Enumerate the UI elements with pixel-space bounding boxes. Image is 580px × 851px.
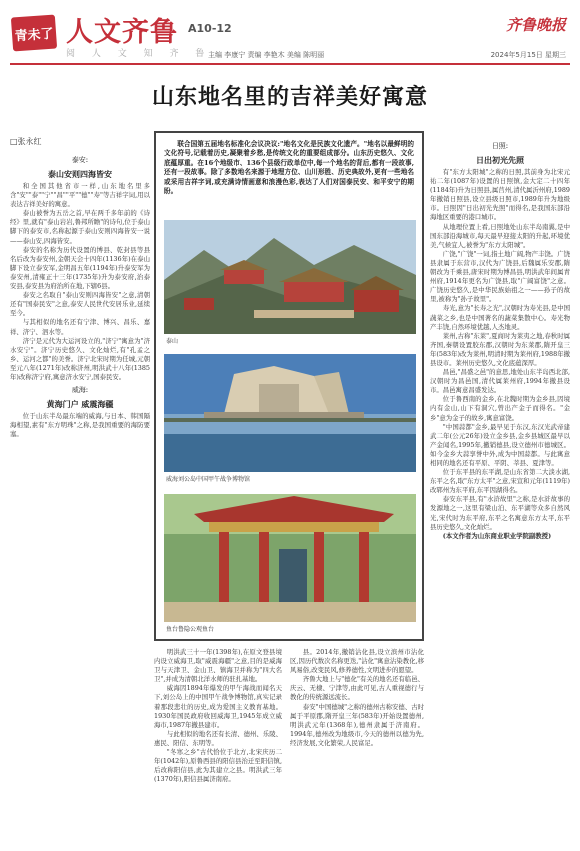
staff-credits: 主编 李康宁 责编 李艳木 美编 陈明丽: [208, 51, 325, 59]
paragraph: 泰山被誉为五岳之首,早在两千多年前的《诗经》里,就有"泰山岩岩,鲁邦所瞻"的诗句,位于泰山脚下的泰安市,名称起源于泰山安则四海皆安一说——泰山安,四海皆安。: [10, 209, 150, 245]
article-intro: 联合国第五届地名标准化会议决议:"地名文化是民族文化遗产。"地名以最鲜明的文化符号,记载着历史,凝聚着乡愁,是传统文化的重要组成部分。山东历史悠久、文化底蕴厚重。在16个地级市、136个县级行政单位中,每一个地名的背后,都有一段故事,还有一段故事。除了多数地名来源于地理方位、山川形胜、历史典故外,更有一些地名或采用吉祥字词,或充满诗情画意和浪漫色彩,表达了人们对国泰民安、和平安宁的期盼。: [164, 140, 414, 196]
photo-weihai: [164, 354, 416, 472]
paragraph: 位于山东半岛最东端的威海,与日本、韩国隔海相望,素有"东方明珠"之称,是我国重要的海防要塞。: [10, 412, 150, 439]
photo-taishan: [164, 220, 416, 334]
paragraph: 泰安之名取自"泰山安则四海皆安"之意,清朝还有"国泰民安"之意,泰安人民世代安居乐业,延续至今。: [10, 291, 150, 318]
caption-weihai: 威海刘公岛中国甲午战争博物馆: [166, 476, 251, 483]
page-numbers: A10-12: [188, 22, 232, 35]
section-subtitle: 阅 人 文 知 齐 鲁: [66, 49, 212, 59]
article-author: □张永红: [10, 137, 42, 146]
paragraph: 和全国其他省市一样,山东地名里多含"安""泰""宁""昌""平""德""寿"等吉祥字词,用以表达吉祥美好的寓意。: [10, 182, 150, 209]
paragraph: 位于鲁西南的金乡,在北魏时期为金乡县,因境内有金山,山下有洞穴,曾出产金子而得名。"金乡"意为金子的故乡,寓意富饶。: [430, 395, 570, 422]
issue-date: 2024年5月15日 星期三: [490, 51, 566, 59]
section-weihai-title: 威海:: [71, 386, 89, 395]
paragraph: 县。2014年,撤销沾化县,设立滨州市沾化区,因历代数次名称更迭,"沾化"寓意沾染教化,移风易俗,改变民风,修养德性,文明进步的愿望。: [290, 648, 424, 675]
left-column: [10, 152, 150, 842]
paragraph: 广饶,"广饶"一词,指土地广阔,物产丰饶。广饶县隶属于东营市,汉代为广饶县,后魏属乐安郡,隋朝改为千乘县,唐宋时期为博昌县,明洪武年间属青州府,1914年更名为广饶县,取"广阔富饶"之意。广饶历史悠久,是中华民族始祖之一——孙子的故里,被称为"孙子故里"。: [430, 249, 570, 304]
paragraph: 昌邑,"昌盛之邑"的意思,地处山东半岛西北部,汉朝时为昌邑国,清代属莱州府,1994年撤县设市。昌邑寓意昌盛发达。: [430, 368, 570, 395]
caption-taishan: 泰山: [166, 338, 179, 345]
paragraph: 明洪武三十一年(1398年),在原文登县境内设立威海卫,取"威震海疆"之意,目的是威海卫与天津卫、金山卫、镇海卫并称为"四大名卫",并成为清朝北洋水师的驻扎基地。: [154, 648, 282, 684]
paragraph: 齐鲁大地上与"德化"有关的地名还有临邑、庆云、无棣、宁津等,由此可见,古人重视德行与教化的传统源远流长。: [290, 675, 424, 702]
paragraph: 与其相似的地名还有宁津、博兴、昌乐、嘉祥、济宁、泗水等。: [10, 318, 150, 336]
paragraph: 有"东方太阳城"之称的日照,其前身为北宋元祐二年(1087年)设置的日照镇,金大定二十四年(1184年)升为日照县,属莒州,清代属沂州府,1989年撤销日照县,设立县级日照市,1989年升为地级市。日照因"日出初光先照"而得名,是我国东部沿海地区重要的港口城市。: [430, 168, 570, 222]
photo-yutai: [164, 494, 416, 622]
paragraph: 位于东平县的东平湖,是山东省第二大淡水湖,东平之名,取"东方太平"之意,宋宣和元年(1119年)改郓州为东平府,东平因湖得名。: [430, 468, 570, 495]
section-taian-title: 泰安:: [71, 156, 89, 164]
paragraph: "中国蒜都"金乡,最早见于东汉,东汉光武帝建武二年(公元26年)设立金乡县,金乡县城区最早以产金闻名,1995年,撤销德县,设立德州市德城区。如今金乡大蒜享誉中外,成为中国蒜都。与此寓意相同的地名还有平原、平阴、莘县、夏津等。: [430, 422, 570, 467]
section-title: 人文齐鲁: [66, 17, 178, 48]
section-weihai-subtitle: 黄海门户 威震海疆: [46, 399, 114, 410]
newspaper-brand: 齐鲁晚报: [505, 16, 566, 34]
paragraph: 泰安"中国德城"之称的德州古称安德、古时属于平原郡,隋开皇三年(583年)开始设置德州,明洪武元年(1368年),德州隶属于济南府。1994年,德州改为地级市,今天的德州以德为先,经济发展,文化繁荣,人民富足。: [290, 702, 424, 747]
masthead-divider: [10, 63, 570, 65]
paragraph: 寿光,意为"长寿之光",汉朝时为寿光县,是中国蔬菜之乡,也是中国著名的蔬菜集散中心。寿光物产丰饶,自然环境优越,人杰地灵。: [430, 304, 570, 331]
paragraph: 与此相似的地名还有长清、德州、乐陵、惠民、阳信、东明等。: [154, 729, 282, 747]
paragraph: 济宁是元代为大运河设立的,"济宁"寓意为"济水安宁"。济宁历史悠久、文化灿烂,有"孔孟之乡、运河之都"的美誉。济宁北宋时期为任城,元朝至元八年(1271年)改称济州,明洪武十八年(1385年)改称济宁府,寓意济水安宁,国泰民安。: [10, 336, 150, 381]
paragraph: 泰安东平县,有"水浒故里"之称,是水浒故事的发源地之一,这里有梁山泊、东平湖等众多自然风光,宋代时为东平府,东平之名寓意东方太平,东平县历史悠久,文化灿烂。: [430, 495, 570, 531]
right-column: [430, 138, 570, 842]
article-headline: 山东地名里的吉祥美好寓意: [151, 84, 428, 110]
paragraph: "冬寒之乡"古代恰位于北方,北宋庆历二年(1042年),原鲁西县的阳信县治迁至阳信镇,后改称阳信县,此为其建立之县。明洪武三年(1370年),阳信县属济南府。: [154, 748, 282, 784]
section-taian-subtitle: 泰山安则四海皆安: [48, 169, 112, 179]
paragraph: 莱州,古称"东莱",夏商时为莱夷之地,春秋时属齐国,秦朝设置胶东郡,汉朝时为东莱郡,隋开皇三年(583年)改为莱州,明清时期为莱州府,1988年撤县设市。莱州历史悠久,文化底蕴深厚。: [430, 331, 570, 367]
author-footnote: (本文作者为山东商业职业学院副教授): [442, 531, 552, 540]
caption-yutai: 鱼台鲁隐公观鱼台: [166, 626, 215, 633]
section-rizhao-title: 日照:: [491, 142, 509, 150]
paragraph: 泰安的名称为历代设置的博县、乾封县等县名后改为泰安州,金朝天会十四年(1136年)在泰山脚下设立泰安军,金明昌五年(1194年)升泰安军为泰安州,清雍正十三年(1735年)升为泰安府,治泰安县,泰安县为府治所在地,下辖6县。: [10, 245, 150, 291]
middle-right-column: [290, 648, 424, 844]
paragraph: 威海因1894年爆发的甲午海战而闻名天下,刘公岛上的中国甲午战争博物馆,真实记录着那段悲壮的历史,成为爱国主义教育基地。1930年国民政府收回威海卫,1945年成立威海市,1987年撤县建市。: [154, 684, 282, 729]
section-logo: 青未了: [11, 15, 57, 52]
middle-left-column: [154, 648, 282, 844]
masthead: [0, 0, 580, 68]
section-rizhao-subtitle: 日出初光先照: [476, 155, 524, 165]
paragraph: 从地理位置上看,日照地处山东半岛南翼,是中国东部沿海城市,每天最早迎接太阳的升起,环境优美,气候宜人,被誉为"东方太阳城"。: [430, 222, 570, 249]
